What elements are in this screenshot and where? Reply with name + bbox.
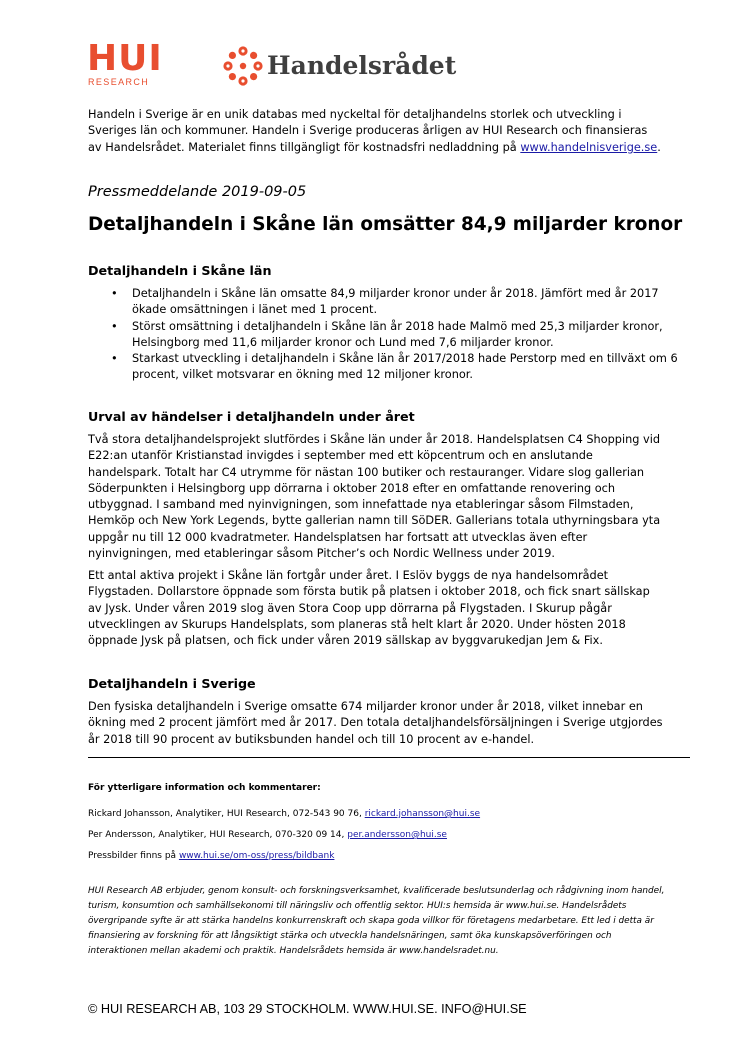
section-heading-events: Urval av händelser i detaljhandeln under året	[88, 409, 415, 424]
email-link-rickard[interactable]: rickard.johansson@hui.se	[364, 809, 481, 819]
events-paragraph-2: Ett antal aktiva projekt i Skåne län fortgår under året. I Eslöv byggs de nya handelsområdet Flygstaden. Dollarstore öppnade som första butik på platsen i oktober 2018, och fick snart sällskap av Jysk. Under våren 2019 slog även Stora Coop upp dörrarna på Flygstaden. I Skurup pågår utvecklingen av Skurups Handelsplats, som planeras stå helt klart år 2020. Under hösten 2018 öppnade Jysk på platsen, och fick under våren 2019 sällskap av byggvarukedjan Jem & Fix.	[88, 569, 650, 648]
contact-person-1	[88, 809, 480, 819]
handelnisverige-link[interactable]: www.handelnisverige.se	[520, 140, 658, 154]
divider	[88, 757, 690, 758]
press-release-title: Detaljhandeln i Skåne län omsätter 84,9 miljarder kronor	[88, 214, 683, 235]
list-item: • Starkast utveckling i detaljhandeln i Skåne län år 2017/2018 hade Perstorp med en tillväxt om 6 procent, vilket motsvarar en ökning med 12 miljoner kronor.	[132, 351, 692, 384]
key-findings-list	[88, 286, 692, 384]
hui-logo-subtitle: RESEARCH	[88, 77, 150, 87]
sweden-paragraph: Den fysiska detaljhandeln i Sverige omsatte 674 miljarder kronor under år 2018, vilket innebar en ökning med 2 procent jämfört med år 2017. Den totala detaljhandelsförsäljningen i Sverige utgjordes år 2018 till 90 procent av butiksbunden handel och till 10 procent av e-handel.	[88, 700, 663, 746]
hui-research-logo	[87, 38, 187, 90]
contact-heading: För ytterligare information och kommentarer:	[88, 783, 321, 793]
contact-person-2	[88, 830, 447, 840]
list-item: • Störst omsättning i detaljhandeln i Skåne län år 2018 hade Malmö med 25,3 miljarder kronor, Helsingborg med 11,6 miljarder kronor och Lund med 7,6 miljarder kronor.	[132, 319, 692, 352]
intro-end: .	[657, 140, 661, 154]
contact-person-2-text: Per Andersson, Analytiker, HUI Research, 070-320 09 14,	[88, 830, 348, 840]
contact-person-1-text: Rickard Johansson, Analytiker, HUI Research, 072-543 90 76,	[88, 809, 365, 819]
list-item: • Detaljhandeln i Skåne län omsatte 84,9 miljarder kronor under år 2018. Jämfört med år 2017 ökade omsättningen i länet med 1 procent.	[132, 286, 692, 319]
handelsradet-logo	[222, 45, 462, 87]
hui-logo-wordmark: HUI	[87, 38, 163, 79]
handelsradet-flower-icon	[222, 45, 264, 87]
page-footer: © HUI RESEARCH AB, 103 29 STOCKHOLM. WWW.HUI.SE. INFO@HUI.SE	[88, 1002, 527, 1016]
events-paragraph-1: Två stora detaljhandelsprojekt slutfördes i Skåne län under år 2018. Handelsplatsen C4 Shopping vid E22:an utanför Kristianstad invigdes i september med ett köpcentrum och en anslutande handelspark. Totalt har C4 utrymme för nästan 100 butiker och restauranger. Vidare slog gallerian Söderpunkten i Helsingborg upp dörrarna i oktober 2018 efter en omfattande renovering och utbyggnad. I samband med nyinvigningen, som innefattade nya etableringar såsom Filmstaden, Hemköp och New York Legends, bytte gallerian namn till SöDER. Gallerians totala uthyrningsbara yta uppgår nu till 12 000 kvadratmeter. Handelsplatsen har fortsatt att utvecklas även efter nyinvigningen, med etableringar såsom Pitcher’s och Nordic Wellness under 2019.	[88, 433, 661, 561]
email-link-per[interactable]: per.andersson@hui.se	[347, 830, 447, 840]
press-images-text: Pressbilder finns på	[88, 851, 179, 861]
press-images-line	[88, 851, 334, 861]
section-heading-sweden: Detaljhandeln i Sverige	[88, 676, 256, 691]
intro-paragraph	[88, 107, 663, 156]
press-images-link[interactable]: www.hui.se/om-oss/press/bildbank	[178, 851, 335, 861]
handelsradet-wordmark: Handelsrådet	[267, 51, 457, 80]
press-release-date: Pressmeddelande 2019-09-05	[88, 184, 307, 200]
section-heading-skane: Detaljhandeln i Skåne län	[88, 263, 272, 278]
intro-text: Handeln i Sverige är en unik databas med nyckeltal för detaljhandelns storlek och utveckling i Sveriges län och kommuner. Handeln i Sverige produceras årligen av HUI Research och finansieras av Handelsrådet. Materialet finns tillgängligt för kostnadsfri nedladdning på	[88, 108, 648, 154]
disclaimer-paragraph: HUI Research AB erbjuder, genom konsult- och forskningsverksamhet, kvalificerade beslutsunderlag och rådgivning inom handel, turism, konsumtion och samhällsekonomi till näringsliv och offentlig sektor. HUI:s hemsida är www.hui.se. Handelsrådets övergripande syfte är att stärka handelns konkurrenskraft och skapa goda villkor för företagens medarbetare. Ett led i detta är finansiering av forskning för att långsiktigt stärka och utveckla handelsnäringen, samt öka kunskapsöverföringen och interaktionen mellan akademi och praktik. Handelsrådets hemsida är www.handelsradet.nu.	[88, 886, 665, 956]
